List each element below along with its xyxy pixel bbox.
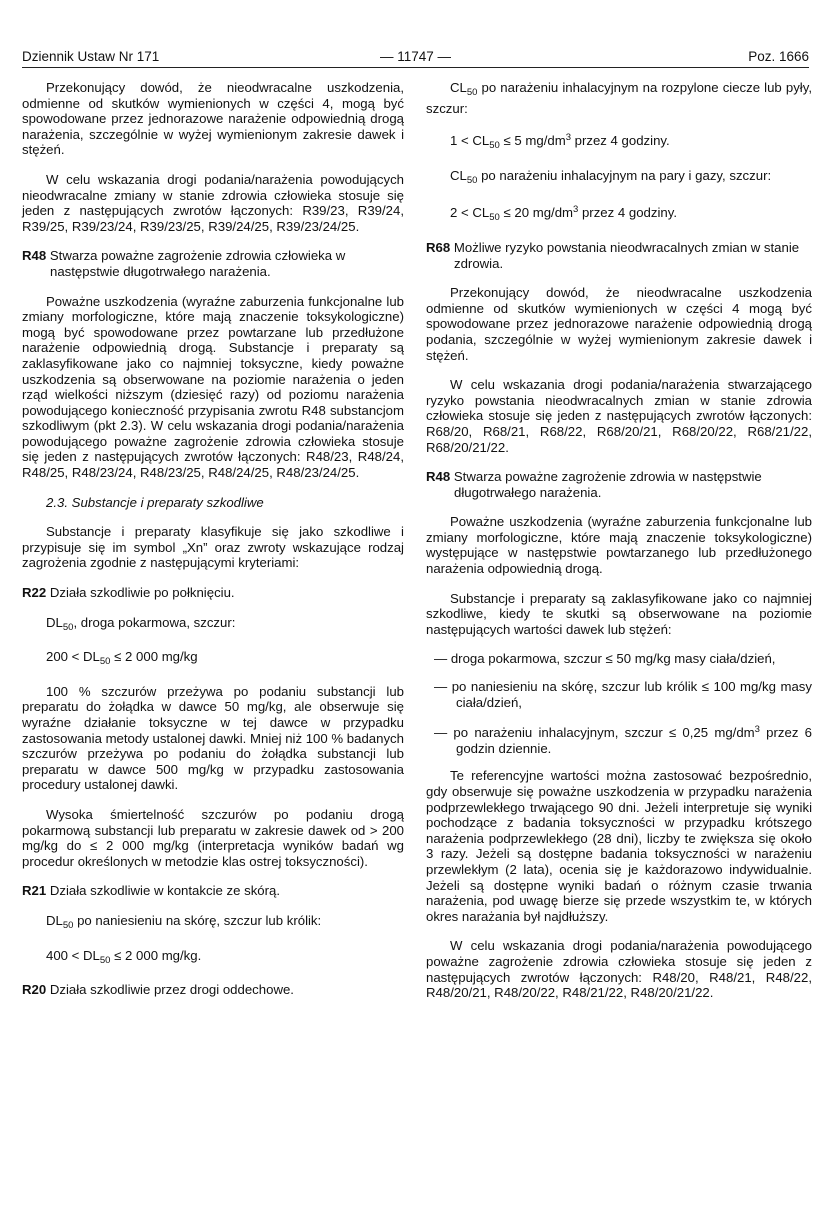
formula-part: 2 < CL: [450, 205, 490, 221]
list-text: przez 6 godzin dziennie.: [456, 725, 812, 756]
criterion-text: po narażeniu inhalacyjnym na pary i gazy, szczur:: [477, 167, 772, 183]
phrase-code: R68: [426, 239, 451, 255]
list-item: — droga pokarmowa, szczur ≤ 50 mg/kg masy ciała/dzień,: [434, 651, 776, 667]
subscript: 50: [99, 656, 111, 668]
subscript: 50: [62, 621, 74, 633]
criterion-text: po naniesieniu na skórę, szczur lub królik:: [73, 912, 322, 928]
criterion-line: [22, 615, 404, 636]
paragraph: Poważne uszkodzenia (wyraźne zaburzenia funkcjonalne lub zmiany morfologiczne, które mają znaczenie toksykologiczne) mogą być spowodowane przez powtarzane lub przedłużone narażenie odpowiednią drogą. Substancje i preparaty są zaklasyfikowane jako co najmniej toksyczne, kiedy poważne uszkodzenia są obserwowane na poziomie narażenia o jeden rząd wielkości niższym (dziesięć razy) od poziomu narażenia powodującego konieczność przypisania zwrotu R48 substancjom szkodliwym (pkt 2.3). W celu wskazania drogi podania/narażenia powodującego poważne zagrożenie zdrowia człowieka stosuje się jeden z następujących zwrotów łączonych: R48/23, R48/24, R48/25, R48/23/24, R48/23/25, R48/24/25, R48/23/24/25.: [22, 293, 404, 481]
phrase-r21: [22, 883, 404, 899]
page-header: [22, 46, 809, 66]
paragraph: Substancje i preparaty są zaklasyfikowane jako co najmniej szkodliwe, kiedy te skutki są obserwowane na poziomie następujących wartości dawek lub stężeń:: [426, 590, 812, 637]
section-heading: 2.3. Substancje i preparaty szkodliwe: [46, 494, 264, 510]
position-number: Poz. 1666: [748, 48, 809, 64]
formula-part: 1 < CL: [450, 133, 490, 149]
paragraph: Substancje i preparaty klasyfikuje się jako szkodliwe i przypisuje się im symbol „Xn” oraz zwroty wskazujące rodzaj zagrożenia zgodnie z następującymi kryteriami:: [22, 524, 404, 571]
criterion-line: [22, 913, 404, 934]
criterion-line: [426, 168, 812, 189]
phrase-text: Działa szkodliwie w kontakcie ze skórą.: [49, 883, 281, 899]
subscript: 50: [466, 174, 478, 186]
phrase-code: R48: [426, 469, 451, 485]
subscript: 50: [62, 919, 74, 931]
header-rule: [22, 67, 809, 68]
formula: [22, 948, 404, 969]
paragraph: W celu wskazania drogi podania/narażenia stwarzającego ryzyko powstania nieodwracalnych zmian w stanie zdrowia człowieka stosuje się jeden z następujących zwrotów łączonych: R68/20, R68/21, R68/22, R68/20/21, R68/20/22, R68/21/22, R68/20/21/22.: [426, 377, 812, 455]
left-column: [22, 80, 404, 1012]
paragraph: Przekonujący dowód, że nieodwracalne uszkodzenia, odmienne od skutków wymienionych w części 4, mogą być spowodowane przez jednorazowe narażenie odpowiednią drogą narażenia, szczególnie w wyżej wymienionym zakresie dawek i stężeń.: [22, 80, 404, 158]
phrase-r68: [426, 240, 812, 271]
paragraph: W celu wskazania drogi podania/narażenia powodujących nieodwracalne zmiany w stanie zdrowia człowieka stosuje się jeden z następujących zwrotów łączonych: R39/23, R39/24, R39/25, R39/23/24, R39/23/25, R39/24/25, R39/23/24/25.: [22, 171, 404, 234]
paragraph: Te referencyjne wartości można zastosować bezpośrednio, gdy obserwuje się poważne uszkodzenia w przypadku narażenia podprzewlekłego trwającego 90 dni. Jeżeli interpretuje się wyniki pochodzące z badania toksyczności w przypadku krótszego narażenia podprzewlekłego (28 dni), liczby te zwiększa się około 3 razy. Jeżeli są dostępne badania toksyczności w narażeniu przewlekłym (2 lata), ocenia się je każdorazowo indywidualnie. Jeżeli są dostępne wyniki badań o różnym czasie trwania narażenia, pod uwagę bierze się przede wszystkim te, w których okres narażania był najdłuższy.: [426, 768, 812, 924]
list-text: — po narażeniu inhalacyjnym, szczur ≤ 0,25 mg/dm: [434, 725, 755, 741]
formula-part: przez 4 godziny.: [578, 205, 678, 221]
formula-part: ≤ 20 mg/dm: [499, 205, 574, 221]
phrase-r48: [426, 469, 812, 500]
superscript: 3: [565, 132, 571, 144]
criterion-text: po narażeniu inhalacyjnym na rozpylone ciecze lub pyły, szczur:: [426, 80, 812, 116]
formula-part: ≤ 2 000 mg/kg.: [110, 947, 202, 963]
journal-title: Dziennik Ustaw Nr 171: [22, 48, 160, 64]
formula: [22, 649, 404, 670]
formula-part: 200 < DL: [46, 649, 100, 665]
paragraph: Przekonujący dowód, że nieodwracalne uszkodzenia odmienne od skutków wymienionych w części 4 mogą być spowodowane przez jednorazowe narażenie odpowiednią drogą podania, szczególnie w wyżej wymienionym zakresie dawek i stężeń.: [426, 285, 812, 363]
symbol: DL: [46, 614, 63, 630]
phrase-r20: [22, 982, 404, 998]
subscript: 50: [99, 954, 111, 966]
phrase-r22: [22, 585, 404, 601]
symbol: DL: [46, 912, 63, 928]
paragraph: Poważne uszkodzenia (wyraźne zaburzenia funkcjonalne lub zmiany morfologiczne, które mają znaczenie toksykologiczne) występujące w następstwie powtarzanego lub przedłużonego narażenia odpowiednią drogą.: [426, 514, 812, 577]
paragraph: W celu wskazania drogi podania/narażenia powodującego poważne zagrożenie zdrowia człowieka stosuje się jeden z następujących zwrotów łączonych: R48/20, R48/21, R48/22, R48/20/21, R48/20/22, R48/21/22, R48/20/21/22.: [426, 938, 812, 1001]
symbol: CL: [450, 80, 467, 95]
phrase-code: R48: [22, 248, 47, 264]
phrase-code: R20: [22, 982, 47, 998]
page-number: — 11747 —: [379, 48, 452, 64]
subscript: 50: [466, 87, 478, 98]
phrase-text: Stwarza poważne zagrożenie zdrowia w następstwie długotrwałego narażenia.: [453, 469, 762, 500]
phrase-text: Stwarza poważne zagrożenie zdrowia człowieka w następstwie długotrwałego narażenia.: [49, 248, 346, 279]
formula-part: ≤ 2 000 mg/kg: [110, 649, 198, 665]
list-item: [426, 722, 812, 756]
formula-part: ≤ 5 mg/dm: [499, 133, 566, 149]
phrase-text: Możliwe ryzyko powstania nieodwracalnych zmian w stanie zdrowia.: [453, 239, 800, 271]
subscript: 50: [489, 140, 500, 152]
right-column: [426, 80, 812, 1015]
formula-part: przez 4 godziny.: [570, 133, 670, 149]
subscript: 50: [489, 212, 500, 224]
symbol: CL: [450, 167, 467, 183]
superscript: 3: [573, 204, 579, 216]
formula-part: 400 < DL: [46, 947, 100, 963]
superscript: 3: [754, 724, 760, 736]
list-item: — po naniesieniu na skórę, szczur lub królik ≤ 100 mg/kg masy ciała/dzień,: [434, 679, 812, 710]
phrase-text: Działa szkodliwie przez drogi oddechowe.: [49, 982, 294, 998]
formula: [426, 130, 812, 154]
phrase-code: R22: [22, 585, 47, 601]
phrase-text: Działa szkodliwie po połknięciu.: [49, 585, 235, 601]
paragraph: 100 % szczurów przeżywa po podaniu substancji lub preparatu do żołądka w dawce 50 mg/kg, ale obserwuje się wyraźne działanie toksyczne w tej dawce w przypadku zastosowania metody ustalonej dawki. Mniej niż 100 % badanych szczurów przeżywa po podaniu do żołądka substancji lub preparatu w dawce 500 mg/kg w przypadku zastosowania procedury ustalonej dawki.: [22, 683, 404, 793]
paragraph: Wysoka śmiertelność szczurów po podaniu drogą pokarmową substancji lub preparatu w zakresie dawek od > 200 mg/kg do ≤ 2 000 mg/kg (interpretacja wyników badań wg procedur określonych w metodzie klas ostrej toksyczności).: [22, 806, 404, 869]
phrase-code: R21: [22, 883, 47, 899]
phrase-r48: [22, 248, 404, 279]
criterion-line: [426, 80, 812, 116]
criterion-text: , droga pokarmowa, szczur:: [73, 614, 236, 630]
formula: [426, 202, 812, 226]
